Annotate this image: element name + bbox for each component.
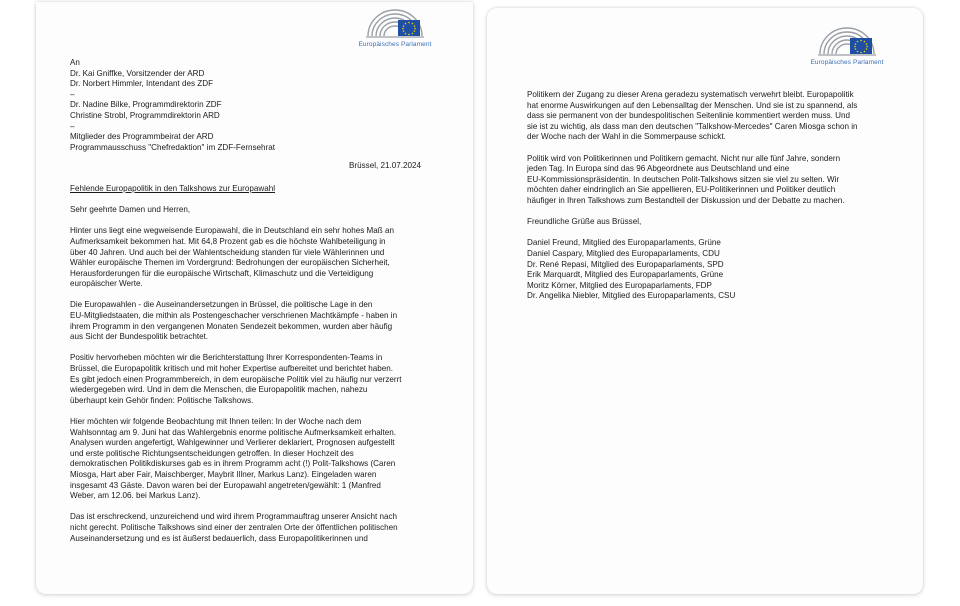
- recipient-line: Dr. Norbert Himmler, Intendant des ZDF: [70, 79, 214, 89]
- text-line: Das ist erschreckend, unzureichend und wird ihrem Programmauftrag unserer Ansicht nach: [70, 512, 398, 522]
- text-line: hat enorme Auswirkungen auf den Lebensalltag der Menschen. Und sie ist zu spannend, als: [527, 100, 858, 110]
- letter-body-page-1: [70, 58, 465, 555]
- recipient-line: –: [70, 89, 75, 99]
- text-line: Brüssel, die Europapolitik kritisch und mit hoher Expertise aufbereitet und berichtet haben.: [70, 364, 394, 374]
- signatory: Daniel Freund, Mitglied des Europaparlaments, Grüne: [527, 238, 721, 248]
- paragraph-5: [70, 512, 465, 544]
- salutation: Sehr geehrte Damen und Herren,: [70, 205, 191, 215]
- recipient-line: Dr. Kai Gniffke, Vorsitzender der ARD: [70, 68, 205, 78]
- text-line: Aufmerksamkeit bekommen hat. Mit 64,8 Prozent gab es die höchste Wahlbeteiligung in: [70, 236, 386, 246]
- signatory: Dr. René Repasi, Mitglied des Europaparlaments, SPD: [527, 259, 724, 269]
- recipient-line: Dr. Nadine Bilke, Programmdirektorin ZDF: [70, 100, 222, 110]
- logo-label: Europäisches Parlament: [358, 41, 432, 48]
- text-line: überhaupt kein Gehör finden: Politische Talkshows.: [70, 395, 254, 405]
- text-line: europäischer Werte.: [70, 279, 143, 289]
- ep-logo: [352, 6, 438, 48]
- signatory: Moritz Körner, Mitglied des Europaparlaments, FDP: [527, 280, 712, 290]
- recipient-line: An: [70, 58, 80, 67]
- paragraph-4: [70, 417, 465, 502]
- text-line: Weber, am 12.06. bei Markus Lanz).: [70, 491, 201, 501]
- text-line: Die Europawahlen - die Auseinandersetzungen in Brüssel, die politische Lage in den: [70, 300, 373, 310]
- text-line: EU-Mitgliedstaaten, die mithin als Postengeschacher verschrienen Machtkämpfe - haben in: [70, 311, 398, 321]
- text-line: dass sie permanent von der bundespolitischen Seitenlinie kommentiert werden muss. Und: [527, 111, 851, 121]
- text-line: ihrem Programm in den vergangenen Monaten Sendezeit bekommen, wurden aber häufig: [70, 321, 393, 331]
- recipient-line: Christine Strobl, Programmdirektorin ARD: [70, 110, 220, 120]
- paragraph-6: [527, 90, 897, 143]
- text-line: Hier möchten wir folgende Beobachtung mit Ihnen teilen: In der Woche nach dem: [70, 417, 362, 426]
- text-line: möchten daher eindringlich an Sie appellieren, EU-Politikerinnen und Politiker deutlich: [527, 185, 836, 195]
- paragraph-1: [70, 226, 465, 290]
- signatory: Daniel Caspary, Mitglied des Europaparlaments, CDU: [527, 248, 720, 258]
- letter-page-2: [487, 8, 923, 594]
- signatories-block: [527, 238, 897, 302]
- text-line: Hinter uns liegt eine wegweisende Europawahl, die in Deutschland ein sehr hohes Maß an: [70, 226, 394, 236]
- text-line: Politik wird von Politikerinnen und Politikern gemacht. Nicht nur alle fünf Jahre, sondern: [527, 153, 841, 163]
- text-line: Politikern der Zugang zu dieser Arena geradezu systematisch verwehrt bleibt. Europapolitik: [527, 90, 854, 99]
- recipient-line: Mitglieder des Programmbeirat der ARD: [70, 132, 214, 142]
- text-line: Wähler europäische Themen im Vordergrund: Bedrohungen der europäischen Sicherheit,: [70, 258, 390, 268]
- text-line: insgesamt 43 Gäste. Davon waren bei der Europawahl angetreten/gewählt: 1 (Manfred: [70, 480, 381, 490]
- paragraph-7: [527, 154, 897, 207]
- ep-hemicycle-icon: [816, 24, 878, 58]
- text-line: Positiv hervorheben möchten wir die Berichterstattung Ihrer Korrespondenten-Teams in: [70, 353, 383, 363]
- text-line: EU-Kommissionspräsidentin. In deutschen Polit-Talkshows sitzen sie viel zu selten. Wir: [527, 174, 840, 184]
- logo-label: Europäisches Parlament: [810, 59, 884, 66]
- text-line: über 40 Jahren. Und auch bei der Wahlentscheidung standen für viele Wählerinnen und: [70, 247, 385, 257]
- text-line: häufiger in Ihren Talkshows zum Bestandteil der Diskussion und der Debatte zu machen.: [527, 195, 845, 205]
- recipient-line: –: [70, 121, 75, 131]
- text-line: Auseinandersetzung und es ist äußerst bedauerlich, dass Europapolitikerinnen und: [70, 533, 368, 543]
- paragraph-3: [70, 353, 465, 406]
- recipients-block: [70, 58, 465, 153]
- letter-subject: Fehlende Europapolitik in den Talkshows zur Europawahl: [70, 183, 276, 193]
- signatory: Erik Marquardt, Mitglied des Europaparlaments, Grüne: [527, 270, 724, 280]
- text-line: wiedergegeben wird. Und in dem die Menschen, die Europapolitik machen, nahezu: [70, 385, 368, 395]
- closing: Freundliche Grüße aus Brüssel,: [527, 217, 642, 227]
- text-line: und erste politische Richtungsentscheidungen getroffen. In dieser Hochzeit des: [70, 448, 354, 458]
- text-line: Herausforderungen für die europäische Wirtschaft, Klimaschutz und die Verteidigung: [70, 268, 374, 278]
- text-line: nicht gerecht. Politische Talkshows sind einer der zentralen Orte der öffentlichen politischen: [70, 522, 398, 532]
- text-line: Es gibt jedoch einen Programmbereich, in dem europäische Politik viel zu häufig nur verzerrt: [70, 374, 402, 384]
- text-line: aus Sicht der Bundespolitik betrachtet.: [70, 332, 209, 342]
- text-line: Wahlsonntag am 9. Juni hat das Wahlergebnis enorme politische Aufmerksamkeit erhalten.: [70, 427, 397, 437]
- letter-page-1: [36, 2, 473, 594]
- text-line: Analysen wurden angefertigt, Wahlgewinner und Verlierer deklariert, Prognosen aufgestellt: [70, 438, 395, 448]
- paragraph-2: [70, 300, 465, 342]
- letter-body-page-2: [527, 90, 897, 302]
- text-line: Miosga, Hart aber Fair, Maischberger, Maybrit Illner, Markus Lanz). Eingeladen waren: [70, 469, 377, 479]
- letter-date: Brüssel, 21.07.2024: [349, 161, 421, 171]
- signatory: Dr. Angelika Niebler, Mitglied des Europaparlaments, CSU: [527, 291, 736, 301]
- ep-logo: [804, 24, 890, 66]
- text-line: der Woche nach der Wahl in die Sommerpause schickt.: [527, 132, 726, 142]
- text-line: demokratischen Politikdiskurses gab es in ihrem Programm acht (!) Polit-Talkshows (Caren: [70, 459, 396, 469]
- recipient-line: Programmausschuss "Chefredaktion" im ZDF-Fernsehrat: [70, 142, 276, 152]
- text-line: sie ist zu wichtig, als dass man den deutschen "Talkshow-Mercedes" Caren Miosga schon in: [527, 121, 858, 131]
- ep-hemicycle-icon: [364, 6, 426, 40]
- text-line: jeden Tag. In Europa sind das 96 Abgeordnete aus Deutschland und eine: [527, 164, 790, 174]
